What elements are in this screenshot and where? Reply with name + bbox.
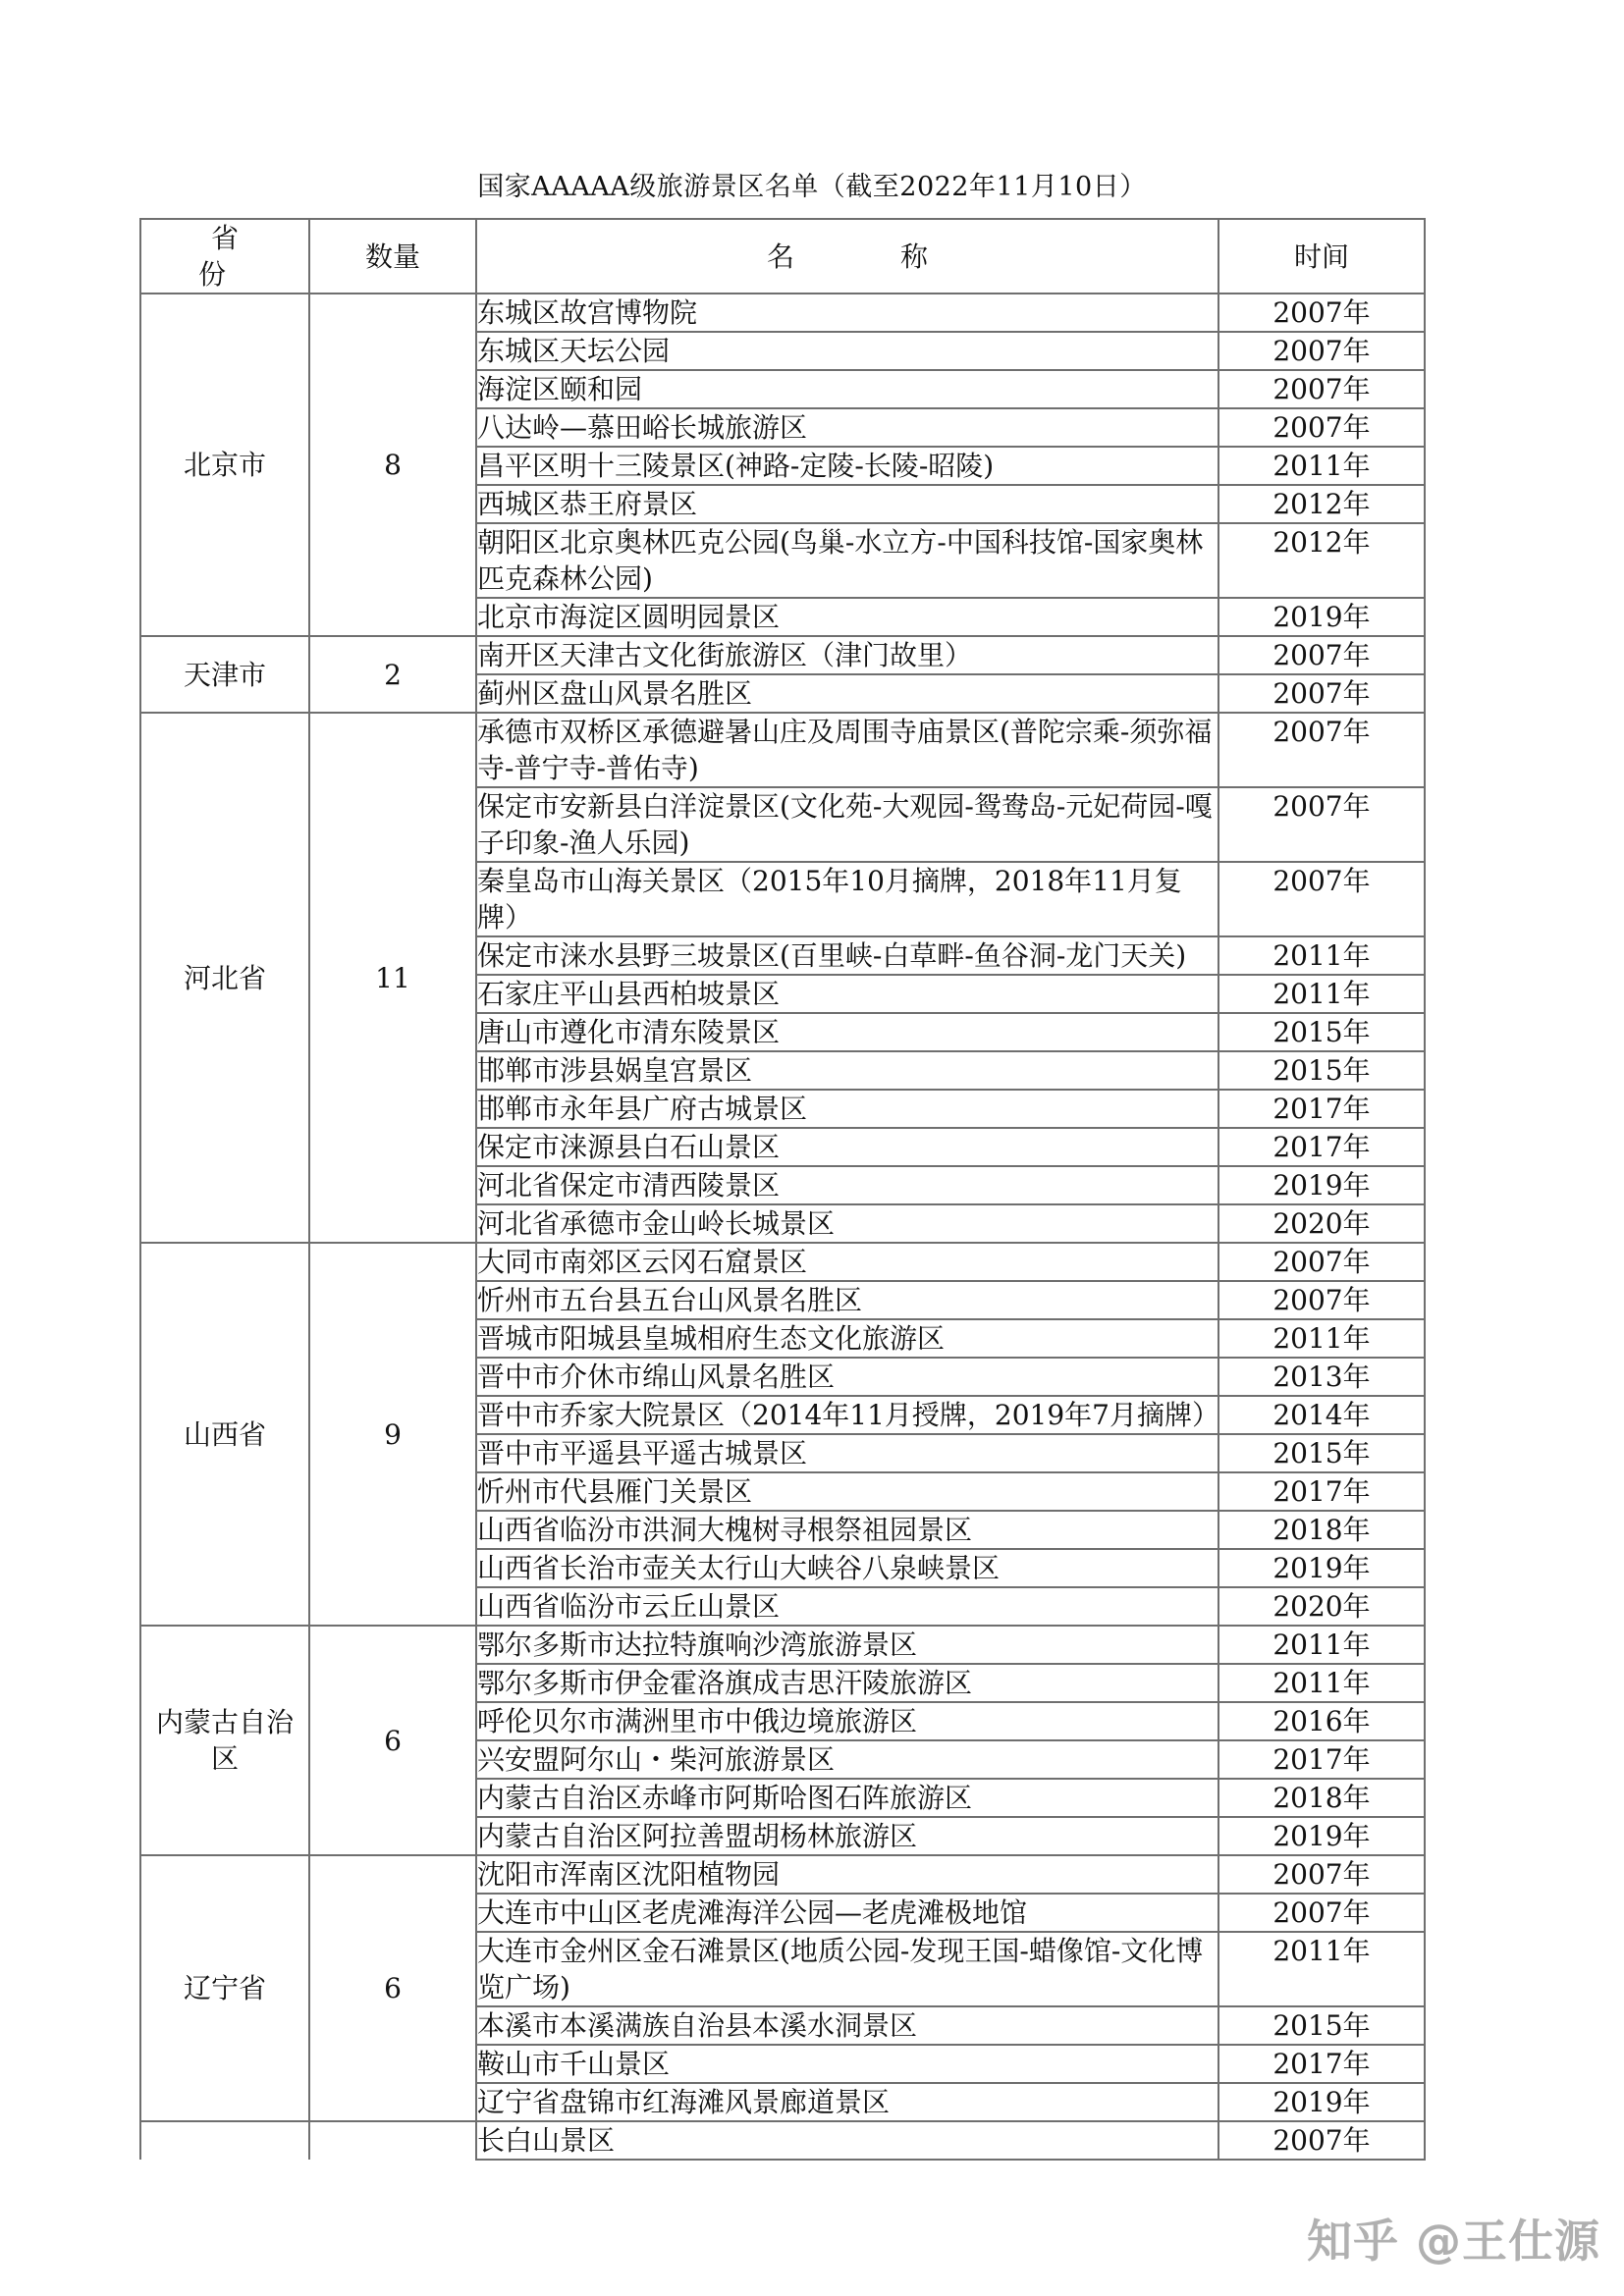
year-cell: 2007年: [1218, 674, 1425, 713]
year-cell: 2017年: [1218, 2045, 1425, 2083]
scenic-area-table: [139, 218, 1426, 2161]
year-cell: 2019年: [1218, 598, 1425, 636]
year-cell: 2017年: [1218, 1472, 1425, 1511]
scenic-name-cell: 忻州市代县雁门关景区: [476, 1472, 1218, 1511]
year-cell: 2011年: [1218, 1319, 1425, 1358]
scenic-name-cell: 长白山景区: [476, 2121, 1218, 2160]
year-cell: 2007年: [1218, 1243, 1425, 1281]
header-count: 数量: [309, 219, 476, 294]
year-cell: 2015年: [1218, 1013, 1425, 1051]
scenic-name-cell: 邯郸市涉县娲皇宫景区: [476, 1051, 1218, 1090]
scenic-name-cell: 鄂尔多斯市达拉特旗响沙湾旅游景区: [476, 1626, 1218, 1664]
count-cell: 9: [309, 1243, 476, 1626]
scenic-name-cell: 河北省承德市金山岭长城景区: [476, 1204, 1218, 1243]
year-cell: 2007年: [1218, 787, 1425, 862]
table-body: [140, 294, 1425, 2160]
count-cell: 6: [309, 1855, 476, 2121]
scenic-name-cell: 保定市涞水县野三坡景区(百里峡-白草畔-鱼谷洞-龙门天关): [476, 936, 1218, 975]
year-cell: 2018年: [1218, 1511, 1425, 1549]
scenic-name-cell: 晋城市阳城县皇城相府生态文化旅游区: [476, 1319, 1218, 1358]
scenic-name-cell: 秦皇岛市山海关景区（2015年10月摘牌，2018年11月复牌）: [476, 862, 1218, 936]
scenic-name-cell: 唐山市遵化市清东陵景区: [476, 1013, 1218, 1051]
year-cell: 2019年: [1218, 1549, 1425, 1587]
scenic-name-cell: 大连市金州区金石滩景区(地质公园-发现王国-蜡像馆-文化博览广场): [476, 1932, 1218, 2006]
scenic-name-cell: 晋中市平遥县平遥古城景区: [476, 1434, 1218, 1472]
count-cell: 2: [309, 636, 476, 713]
year-cell: 2007年: [1218, 1894, 1425, 1932]
scenic-name-cell: 海淀区颐和园: [476, 370, 1218, 408]
province-cell: [140, 2121, 309, 2160]
header-time: 时间: [1218, 219, 1425, 294]
table-row: [140, 1855, 1425, 1894]
year-cell: 2007年: [1218, 1855, 1425, 1894]
scenic-name-cell: 晋中市介休市绵山风景名胜区: [476, 1358, 1218, 1396]
year-cell: 2020年: [1218, 1587, 1425, 1626]
scenic-name-cell: 朝阳区北京奥林匹克公园(鸟巢-水立方-中国科技馆-国家奥林匹克森林公园): [476, 523, 1218, 598]
scenic-name-cell: 南开区天津古文化街旅游区（津门故里）: [476, 636, 1218, 674]
year-cell: 2012年: [1218, 485, 1425, 523]
year-cell: 2007年: [1218, 1281, 1425, 1319]
document-title: 国家AAAAA级旅游景区名单（截至2022年11月10日）: [477, 172, 1147, 202]
scenic-name-cell: 蓟州区盘山风景名胜区: [476, 674, 1218, 713]
table-row: [140, 1243, 1425, 1281]
scenic-name-cell: 鞍山市千山景区: [476, 2045, 1218, 2083]
year-cell: 2011年: [1218, 1664, 1425, 1702]
scenic-name-cell: 昌平区明十三陵景区(神路-定陵-长陵-昭陵): [476, 447, 1218, 485]
year-cell: 2012年: [1218, 523, 1425, 598]
scenic-name-cell: 东城区故宫博物院: [476, 294, 1218, 332]
scenic-name-cell: 石家庄平山县西柏坡景区: [476, 975, 1218, 1013]
scenic-name-cell: 兴安盟阿尔山・柴河旅游景区: [476, 1740, 1218, 1779]
year-cell: 2017年: [1218, 1128, 1425, 1166]
count-cell: [309, 2121, 476, 2160]
year-cell: 2015年: [1218, 2006, 1425, 2045]
scenic-name-cell: 八达岭—慕田峪长城旅游区: [476, 408, 1218, 447]
province-cell: 山西省: [140, 1243, 309, 1626]
scenic-name-cell: 忻州市五台县五台山风景名胜区: [476, 1281, 1218, 1319]
count-cell: 6: [309, 1626, 476, 1855]
province-cell: 辽宁省: [140, 1855, 309, 2121]
watermark: 知乎 @王仕源: [1306, 2215, 1600, 2268]
province-cell: 天津市: [140, 636, 309, 713]
table-row: [140, 636, 1425, 674]
scenic-name-cell: 保定市安新县白洋淀景区(文化苑-大观园-鸳鸯岛-元妃荷园-嘎子印象-渔人乐园): [476, 787, 1218, 862]
scenic-name-cell: 山西省长治市壶关太行山大峡谷八泉峡景区: [476, 1549, 1218, 1587]
year-cell: 2007年: [1218, 332, 1425, 370]
year-cell: 2015年: [1218, 1051, 1425, 1090]
province-cell: 内蒙古自治区: [140, 1626, 309, 1855]
province-cell: 河北省: [140, 713, 309, 1243]
scenic-name-cell: 大同市南郊区云冈石窟景区: [476, 1243, 1218, 1281]
year-cell: 2014年: [1218, 1396, 1425, 1434]
year-cell: 2007年: [1218, 408, 1425, 447]
scenic-name-cell: 山西省临汾市云丘山景区: [476, 1587, 1218, 1626]
table-row: [140, 1626, 1425, 1664]
year-cell: 2019年: [1218, 1166, 1425, 1204]
year-cell: 2018年: [1218, 1779, 1425, 1817]
scenic-name-cell: 晋中市乔家大院景区（2014年11月授牌，2019年7月摘牌）: [476, 1396, 1218, 1434]
year-cell: 2020年: [1218, 1204, 1425, 1243]
scenic-name-cell: 内蒙古自治区赤峰市阿斯哈图石阵旅游区: [476, 1779, 1218, 1817]
year-cell: 2011年: [1218, 1932, 1425, 2006]
header-name: 名 称: [476, 219, 1218, 294]
year-cell: 2007年: [1218, 862, 1425, 936]
scenic-name-cell: 河北省保定市清西陵景区: [476, 1166, 1218, 1204]
year-cell: 2011年: [1218, 975, 1425, 1013]
scenic-name-cell: 内蒙古自治区阿拉善盟胡杨林旅游区: [476, 1817, 1218, 1855]
year-cell: 2019年: [1218, 2083, 1425, 2121]
year-cell: 2019年: [1218, 1817, 1425, 1855]
scenic-name-cell: 鄂尔多斯市伊金霍洛旗成吉思汗陵旅游区: [476, 1664, 1218, 1702]
table-row: [140, 2121, 1425, 2160]
year-cell: 2007年: [1218, 713, 1425, 787]
header-province: 省 份: [140, 219, 309, 294]
scenic-name-cell: 邯郸市永年县广府古城景区: [476, 1090, 1218, 1128]
province-cell: 北京市: [140, 294, 309, 636]
scenic-name-cell: 大连市中山区老虎滩海洋公园—老虎滩极地馆: [476, 1894, 1218, 1932]
table-row: [140, 713, 1425, 787]
year-cell: 2011年: [1218, 1626, 1425, 1664]
year-cell: 2011年: [1218, 936, 1425, 975]
scenic-name-cell: 保定市涞源县白石山景区: [476, 1128, 1218, 1166]
year-cell: 2007年: [1218, 370, 1425, 408]
year-cell: 2007年: [1218, 2121, 1425, 2160]
count-cell: 11: [309, 713, 476, 1243]
scenic-name-cell: 北京市海淀区圆明园景区: [476, 598, 1218, 636]
scenic-name-cell: 辽宁省盘锦市红海滩风景廊道景区: [476, 2083, 1218, 2121]
year-cell: 2017年: [1218, 1090, 1425, 1128]
scenic-name-cell: 山西省临汾市洪洞大槐树寻根祭祖园景区: [476, 1511, 1218, 1549]
year-cell: 2007年: [1218, 294, 1425, 332]
scenic-name-cell: 沈阳市浑南区沈阳植物园: [476, 1855, 1218, 1894]
year-cell: 2007年: [1218, 636, 1425, 674]
scenic-name-cell: 承德市双桥区承德避暑山庄及周围寺庙景区(普陀宗乘-须弥福寺-普宁寺-普佑寺): [476, 713, 1218, 787]
count-cell: 8: [309, 294, 476, 636]
scenic-name-cell: 呼伦贝尔市满洲里市中俄边境旅游区: [476, 1702, 1218, 1740]
year-cell: 2013年: [1218, 1358, 1425, 1396]
year-cell: 2017年: [1218, 1740, 1425, 1779]
table-row: [140, 294, 1425, 332]
year-cell: 2011年: [1218, 447, 1425, 485]
year-cell: 2016年: [1218, 1702, 1425, 1740]
scenic-name-cell: 本溪市本溪满族自治县本溪水洞景区: [476, 2006, 1218, 2045]
scenic-name-cell: 东城区天坛公园: [476, 332, 1218, 370]
scenic-name-cell: 西城区恭王府景区: [476, 485, 1218, 523]
year-cell: 2015年: [1218, 1434, 1425, 1472]
table-header-row: [140, 219, 1425, 294]
